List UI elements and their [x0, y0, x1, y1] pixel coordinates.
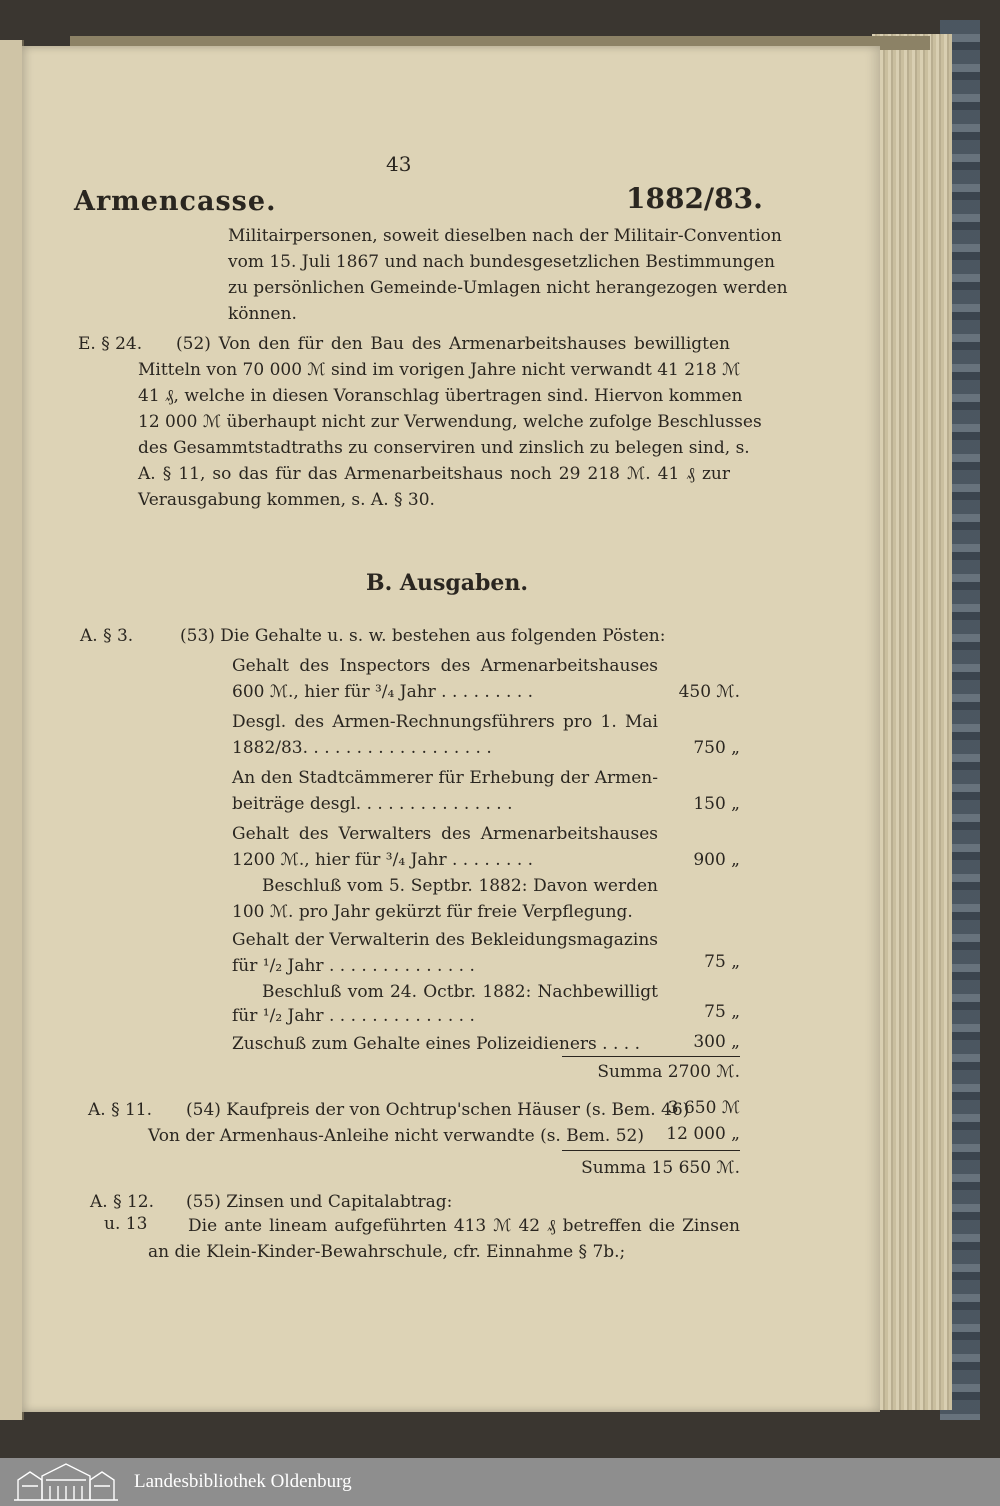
running-header-year: 1882/83.	[626, 182, 763, 215]
library-footer	[0, 1458, 1000, 1506]
table-intro: (53) Die Gehalte u. s. w. bestehen aus folgenden Pösten:	[180, 626, 666, 646]
section-heading: B. Ausgaben.	[366, 570, 529, 596]
table-row-text: (54) Kaufpreis der von Ochtrup'schen Häuser (s. Bem. 46)	[186, 1100, 690, 1120]
table-row-amount: 12 000 „	[666, 1124, 740, 1144]
section-ref: u. 13	[104, 1214, 148, 1234]
sum-rule	[562, 1150, 740, 1151]
table-row-text: beiträge desgl. . . . . . . . . . . . . . .	[232, 794, 513, 814]
table-row-text: Von der Armenhaus-Anleihe nicht verwandte (s. Bem. 52)	[148, 1126, 644, 1146]
page-edges	[872, 34, 952, 1410]
table-row-text: Zuschuß zum Gehalte eines Polizeidieners . . . .	[232, 1034, 640, 1054]
table-row-amount: 3 650 ℳ	[667, 1098, 740, 1118]
table-row-amount: 75 „	[704, 1002, 740, 1022]
resolution-note: Beschluß vom 24. Octbr. 1882: Nachbewilligt	[262, 982, 658, 1002]
library-name: Landesbibliothek Oldenburg	[134, 1471, 352, 1492]
section-ref: A. § 12.	[90, 1192, 155, 1212]
intro-line: vom 15. Juli 1867 und nach bundesgesetzlichen Bestimmungen	[228, 252, 775, 272]
table-row-text: 1882/83. . . . . . . . . . . . . . . . . .	[232, 738, 492, 758]
table-row-text: Gehalt der Verwalterin des Bekleidungsmagazins	[232, 930, 658, 950]
sum-total: Summa 2700 ℳ.	[597, 1062, 740, 1082]
paragraph-line: des Gesammtstadtraths zu conserviren und zinslich zu belegen sind, s.	[138, 438, 750, 458]
table-row-text: 1200 ℳ., hier für ³/₄ Jahr . . . . . . . .	[232, 850, 534, 870]
intro-line: Militairpersonen, soweit dieselben nach der Militair-Convention	[228, 226, 782, 246]
paragraph-line: Die ante lineam aufgeführten 413 ℳ 42 ₰ betreffen die Zinsen	[188, 1216, 740, 1236]
running-header-title: Armencasse.	[74, 186, 277, 217]
library-building-icon	[10, 1462, 122, 1502]
table-row-text: Desgl. des Armen-Rechnungsführers pro 1. Mai	[232, 712, 658, 732]
paragraph-line: Mitteln von 70 000 ℳ sind im vorigen Jahre nicht verwandt 41 218 ℳ	[138, 360, 741, 380]
paragraph-line: (52) Von den für den Bau des Armenarbeitshauses bewilligten	[176, 334, 730, 354]
table-row-text: Gehalt des Inspectors des Armenarbeitshauses	[232, 656, 658, 676]
table-row-amount: 750 „	[693, 738, 740, 758]
table-row-amount: 150 „	[693, 794, 740, 814]
paragraph-line: 41 ₰, welche in diesen Voranschlag übertragen sind. Hiervon kommen	[138, 386, 743, 406]
table-row-amount: 450 ℳ.	[678, 682, 740, 702]
sum-total: Summa 15 650 ℳ.	[581, 1158, 740, 1178]
paragraph-line: 12 000 ℳ überhaupt nicht zur Verwendung, welche zufolge Beschlusses	[138, 412, 762, 432]
table-row-text: 600 ℳ., hier für ³/₄ Jahr . . . . . . . . .	[232, 682, 534, 702]
section-title: (55) Zinsen und Capitalabtrag:	[186, 1192, 453, 1212]
paragraph-line: A. § 11, so das für das Armenarbeitshaus noch 29 218 ℳ. 41 ₰ zur	[138, 464, 730, 484]
table-row-text: An den Stadtcämmerer für Erhebung der Armen-	[232, 768, 658, 788]
resolution-note: 100 ℳ. pro Jahr gekürzt für freie Verpflegung.	[232, 902, 633, 922]
section-ref: A. § 11.	[88, 1100, 153, 1120]
section-ref: E. § 24.	[78, 334, 143, 354]
left-page-edge	[0, 40, 24, 1420]
table-row-amount: 300 „	[693, 1032, 740, 1052]
paragraph-line: an die Klein-Kinder-Bewahrschule, cfr. Einnahme § 7b.;	[148, 1242, 626, 1262]
table-row-text: Gehalt des Verwalters des Armenarbeitshauses	[232, 824, 658, 844]
resolution-note: Beschluß vom 5. Septbr. 1882: Davon werden	[262, 876, 658, 896]
page-number: 43	[386, 152, 412, 176]
sum-rule	[562, 1056, 740, 1057]
table-row-amount: 900 „	[693, 850, 740, 870]
paragraph-line: Verausgabung kommen, s. A. § 30.	[138, 490, 435, 510]
intro-line: können.	[228, 304, 297, 324]
section-ref: A. § 3.	[80, 626, 134, 646]
intro-line: zu persönlichen Gemeinde-Umlagen nicht herangezogen werden	[228, 278, 788, 298]
table-row-text: für ¹/₂ Jahr . . . . . . . . . . . . . .	[232, 1006, 475, 1026]
table-row-amount: 75 „	[704, 952, 740, 972]
table-row-text: für ¹/₂ Jahr . . . . . . . . . . . . . .	[232, 956, 475, 976]
